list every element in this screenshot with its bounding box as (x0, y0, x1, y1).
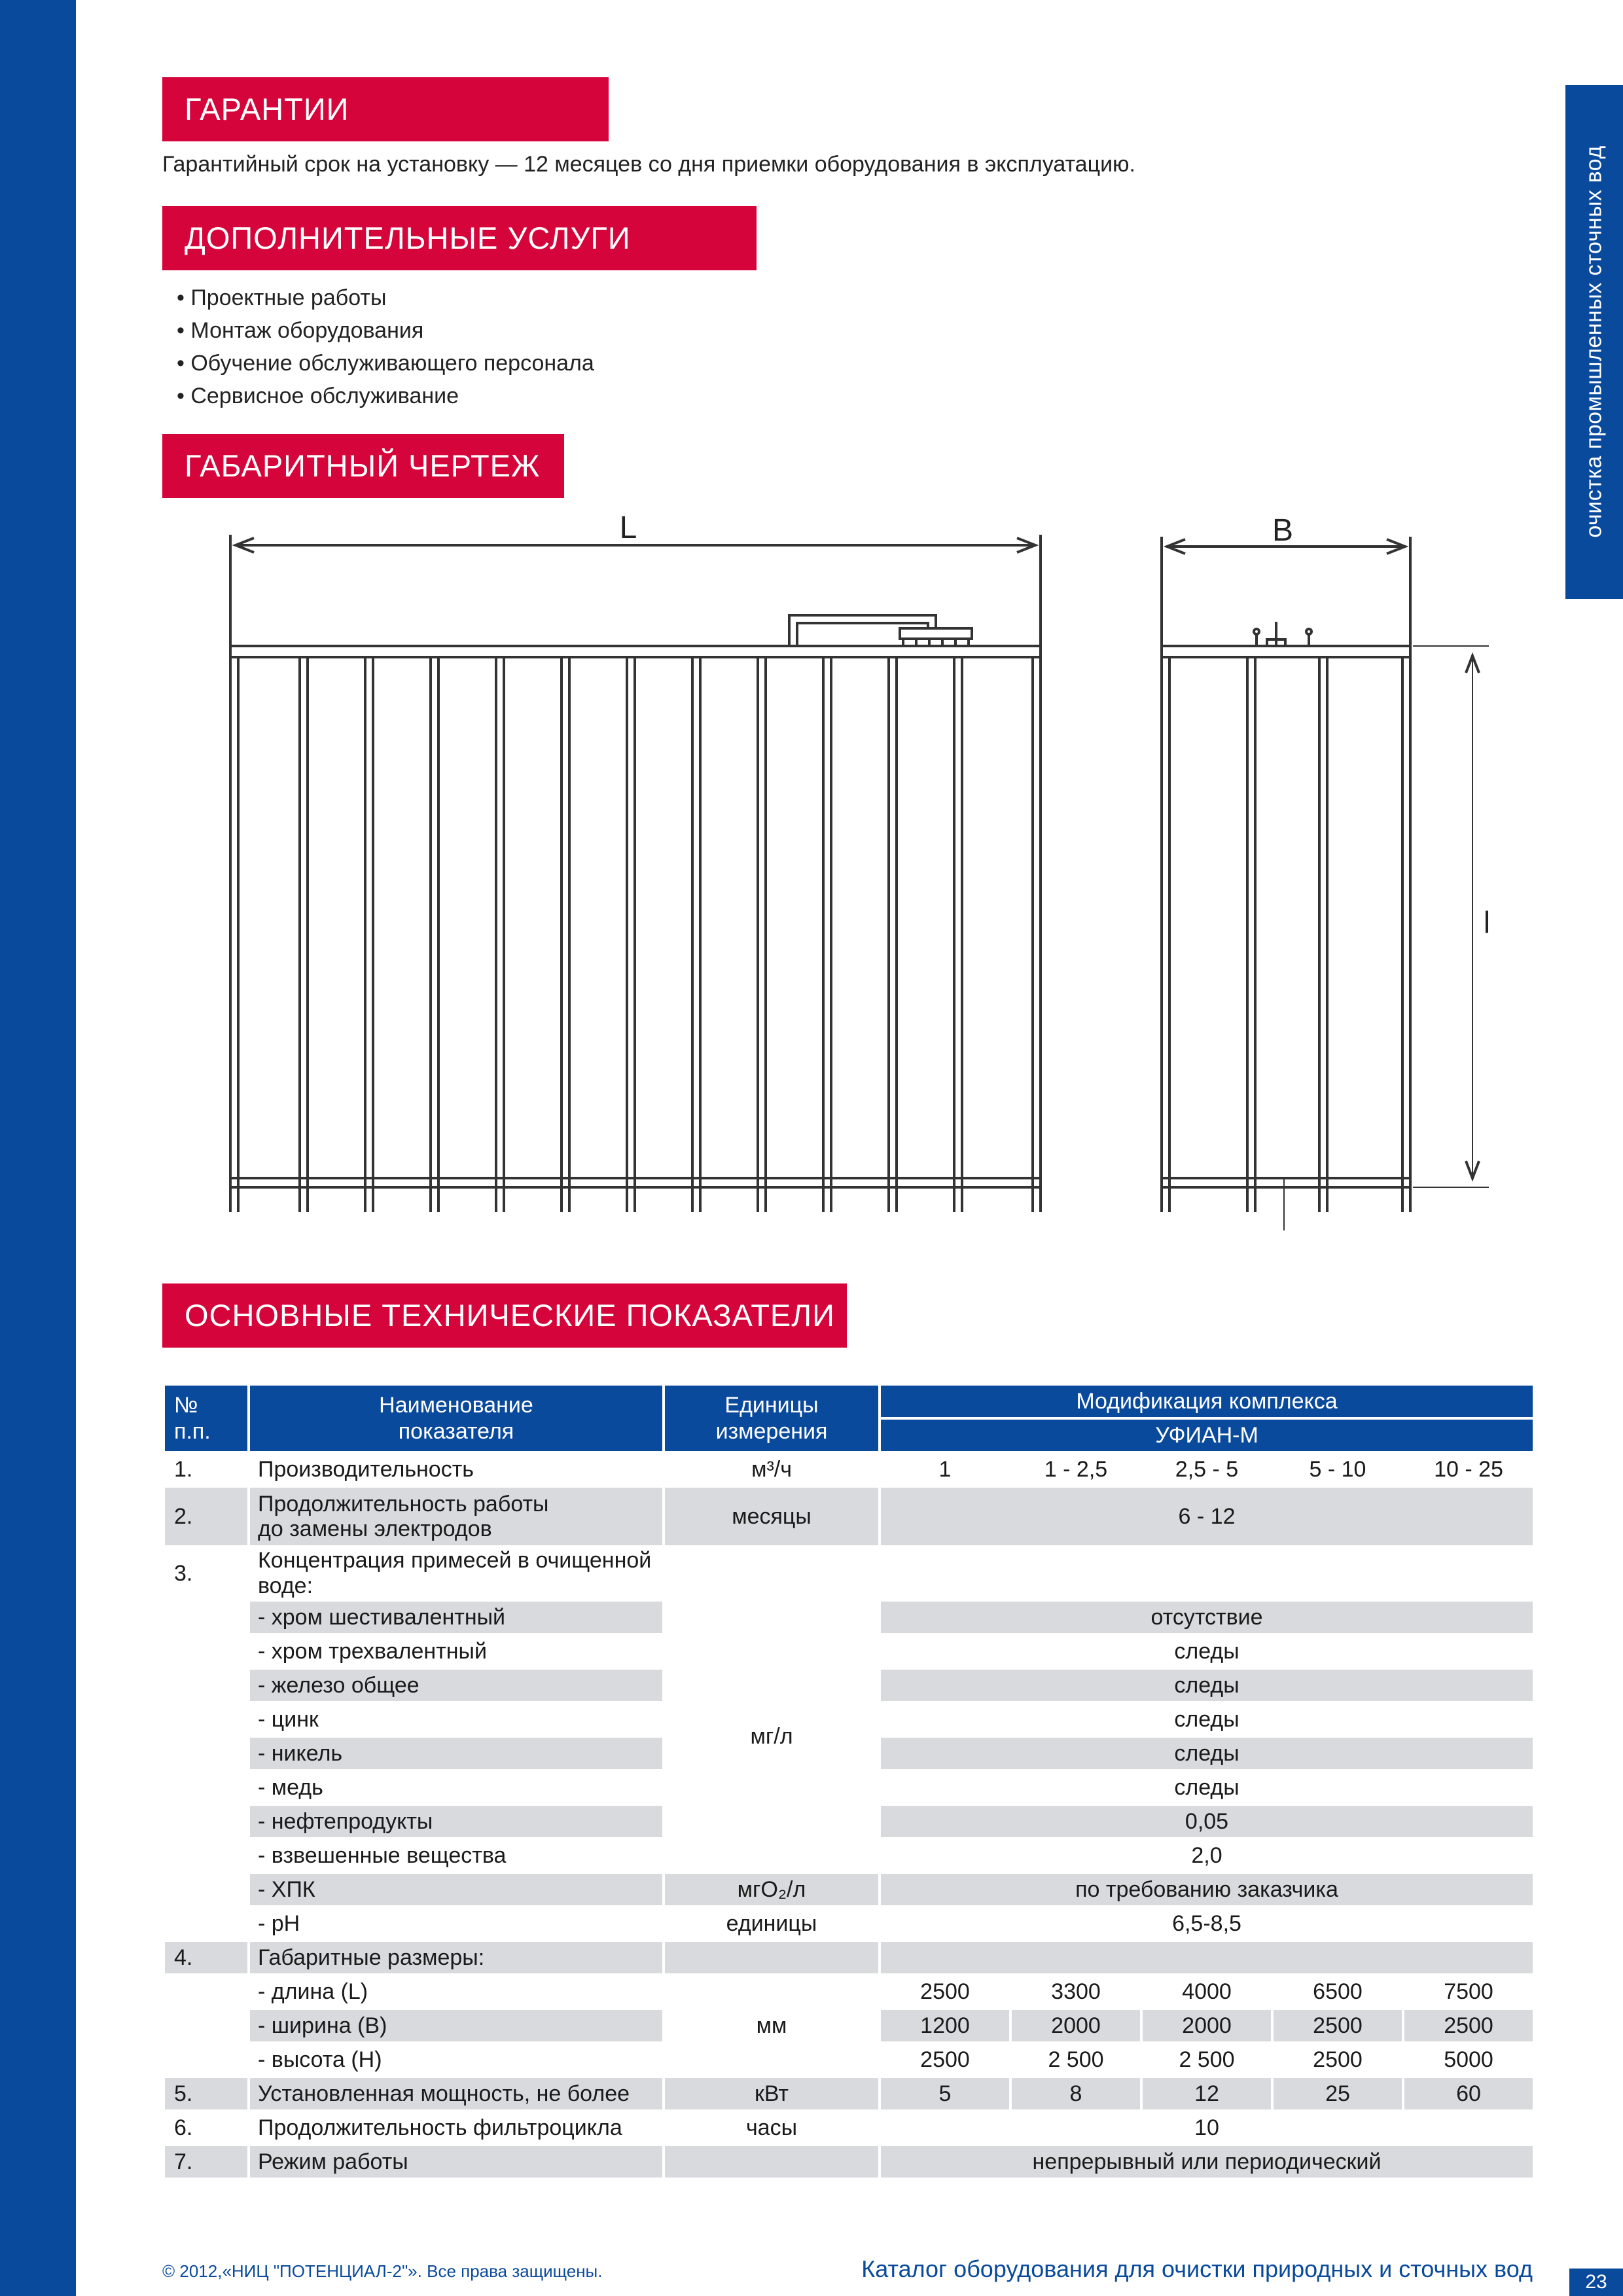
table-row (165, 1488, 1533, 1545)
table-cell: 2500 (920, 1979, 970, 2004)
table-cell: - цинк (258, 1706, 319, 1732)
table-cell: 2000 (1012, 2010, 1140, 2041)
header-unit: Единицы измерения (665, 1386, 878, 1451)
table-cell (165, 2044, 247, 2075)
table-cell: 3300 (1051, 1979, 1101, 2004)
table-cell: Производительность (258, 1456, 474, 1482)
side-top-plate (1162, 646, 1410, 657)
warranty-heading: ГАРАНТИИ (162, 77, 609, 141)
side-section-label: очистка промышленных сточных вод (1581, 145, 1607, 538)
table-cell (665, 1548, 878, 1599)
table-cell: - нефтепродукты (250, 1806, 662, 1837)
table-cell: следы (1174, 1774, 1240, 1800)
table-cell: - высота (H) (258, 2047, 382, 2072)
table-cell (165, 2010, 247, 2041)
left-color-bar (0, 0, 76, 2296)
table-cell: - длина (L) (258, 1979, 368, 2004)
table-cell: - медь (258, 1774, 323, 1800)
table-cell (665, 2146, 878, 2178)
table-header-row (165, 1386, 1533, 1417)
table-cell: Режим работы (250, 2146, 662, 2178)
specs-table (162, 1383, 1535, 2180)
services-heading: ДОПОЛНИТЕЛЬНЫЕ УСЛУГИ (162, 206, 757, 270)
table-cell: Установленная мощность, не более (250, 2078, 662, 2109)
table-cell: 2,0 (1191, 1842, 1222, 1868)
front-top-plate (230, 646, 1041, 657)
dimension-label-b: B (1272, 513, 1294, 548)
table-cell: 2500 (1313, 2047, 1363, 2072)
table-cell: 1. (174, 1456, 193, 1482)
table-cell: 10 (1194, 2115, 1219, 2140)
table-cell: 12 (1143, 2078, 1271, 2109)
table-cell (665, 1942, 878, 1973)
table-cell: часы (745, 2115, 798, 2140)
table-cell (165, 1908, 247, 1939)
table-cell: - ХПК (250, 1874, 662, 1905)
header-number: № п.п. (165, 1386, 247, 1451)
table-cell: - хром трехвалентный (258, 1638, 487, 1664)
table-cell: - взвешенные вещества (258, 1842, 507, 1868)
table-cell (165, 1806, 247, 1837)
specs-heading: ОСНОВНЫЕ ТЕХНИЧЕСКИЕ ПОКАЗАТЕЛИ (162, 1283, 847, 1348)
page-number: 23 (1569, 2269, 1623, 2296)
table-cell: 4000 (1182, 1979, 1232, 2004)
table-cell: 7. (165, 2146, 247, 2178)
table-cell: 10 - 25 (1434, 1456, 1503, 1482)
dimension-label-l: L (619, 511, 637, 545)
table-cell: следы (1174, 1706, 1240, 1732)
list-item: • Обучение обслуживающего персонала (177, 347, 594, 380)
table-row (165, 1942, 1533, 1973)
table-cell: кВт (665, 2078, 878, 2109)
table-cell: 5 - 10 (1309, 1456, 1366, 1482)
table-cell: единицы (726, 1910, 817, 1936)
table-cell: Габаритные размеры: (250, 1942, 662, 1973)
footer-copyright: © 2012,«НИЦ "ПОТЕНЦИАЛ-2"». Все права защищены. (162, 2261, 603, 2281)
table-cell (165, 1840, 247, 1871)
table-cell: непрерывный или периодический (881, 2146, 1533, 2178)
table-row (165, 1908, 1533, 1939)
table-cell: 0,05 (881, 1806, 1533, 1837)
table-cell: Продолжительность работы до замены электродов (250, 1488, 662, 1545)
footer-catalog-title: Каталог оборудования для очистки природных и сточных вод (861, 2255, 1533, 2282)
table-cell (165, 1874, 247, 1905)
table-row (165, 2078, 1533, 2109)
dimension-label-h: l (1483, 905, 1491, 939)
table-row (165, 1874, 1533, 1905)
table-cell: 2. (165, 1488, 247, 1545)
table-cell: следы (1174, 1638, 1240, 1664)
header-name: Наименование показателя (250, 1386, 662, 1451)
table-cell: 2 500 (1179, 2047, 1235, 2072)
table-cell: 2000 (1143, 2010, 1271, 2041)
table-cell: 4. (165, 1942, 247, 1973)
list-item: • Монтаж оборудования (177, 314, 594, 347)
table-cell: 7500 (1444, 1979, 1493, 2004)
table-cell: 6. (174, 2115, 193, 2140)
table-cell: - pH (258, 1910, 300, 1936)
drawing-heading: ГАБАРИТНЫЙ ЧЕРТЕЖ (162, 434, 564, 498)
list-item: • Проектные работы (177, 281, 594, 314)
table-cell: 3. (174, 1560, 193, 1586)
side-section-tab (1565, 85, 1623, 599)
table-cell: 5 (881, 2078, 1009, 2109)
table-cell (165, 1772, 247, 1803)
table-cell (881, 1548, 1533, 1599)
table-row (165, 1976, 1533, 2007)
table-cell (165, 1670, 247, 1701)
side-fittings (1254, 622, 1311, 646)
table-cell: 6,5-8,5 (1172, 1910, 1241, 1936)
table-cell: 8 (1012, 2078, 1140, 2109)
warranty-text: Гарантийный срок на установку — 12 месяцев со дня приемки оборудования в эксплуатацию. (162, 152, 1136, 177)
table-cell: - железо общее (250, 1670, 662, 1701)
table-cell: месяцы (665, 1488, 878, 1545)
services-list (177, 281, 594, 412)
table-row (165, 1602, 1533, 1633)
table-cell: следы (881, 1738, 1533, 1769)
unit-mm: мм (756, 2013, 787, 2038)
table-cell: 5. (165, 2078, 247, 2109)
unit-mg-l: мг/л (750, 1723, 793, 1749)
table-row (165, 2112, 1533, 2144)
table-cell: 2500 (1404, 2010, 1533, 2041)
table-cell: 2500 (920, 2047, 970, 2072)
table-cell: 6500 (1313, 1979, 1363, 2004)
table-cell (165, 1976, 247, 2007)
dimension-drawing (196, 504, 1518, 1276)
table-cell: по требованию заказчика (881, 1874, 1533, 1905)
table-cell: м³/ч (751, 1456, 792, 1482)
table-cell: мгО₂/л (665, 1874, 878, 1905)
table-cell: - никель (250, 1738, 662, 1769)
table-cell (165, 1636, 247, 1667)
table-row (165, 2146, 1533, 2178)
table-cell: 1 - 2,5 (1044, 1456, 1108, 1482)
table-cell: 6 - 12 (881, 1488, 1533, 1545)
table-cell: 25 (1274, 2078, 1402, 2109)
table-cell (165, 1602, 247, 1633)
table-cell: - хром шестивалентный (250, 1602, 662, 1633)
table-cell (165, 1704, 247, 1735)
header-modification: Модификация комплекса (881, 1386, 1533, 1417)
table-cell (165, 1738, 247, 1769)
table-cell: 2,5 - 5 (1175, 1456, 1239, 1482)
table-cell: 1200 (881, 2010, 1009, 2041)
table-row (165, 1454, 1533, 1485)
header-model: УФИАН-М (881, 1420, 1533, 1451)
table-cell: 2 500 (1048, 2047, 1104, 2072)
table-cell: Концентрация примесей в очищенной воде: (258, 1548, 652, 1598)
table-cell: отсутствие (881, 1602, 1533, 1633)
table-cell: 5000 (1444, 2047, 1493, 2072)
electrode-assembly (789, 615, 972, 646)
table-cell: 2500 (1274, 2010, 1402, 2041)
table-cell: следы (881, 1670, 1533, 1701)
table-row (165, 1548, 1533, 1599)
table-cell: 1 (938, 1456, 952, 1482)
front-bars (300, 657, 962, 1212)
table-cell (881, 1942, 1533, 1973)
table-cell: 60 (1404, 2078, 1533, 2109)
table-cell: - ширина (B) (250, 2010, 662, 2041)
list-item: • Сервисное обслуживание (177, 380, 594, 412)
table-cell: Продолжительность фильтроцикла (258, 2115, 622, 2140)
